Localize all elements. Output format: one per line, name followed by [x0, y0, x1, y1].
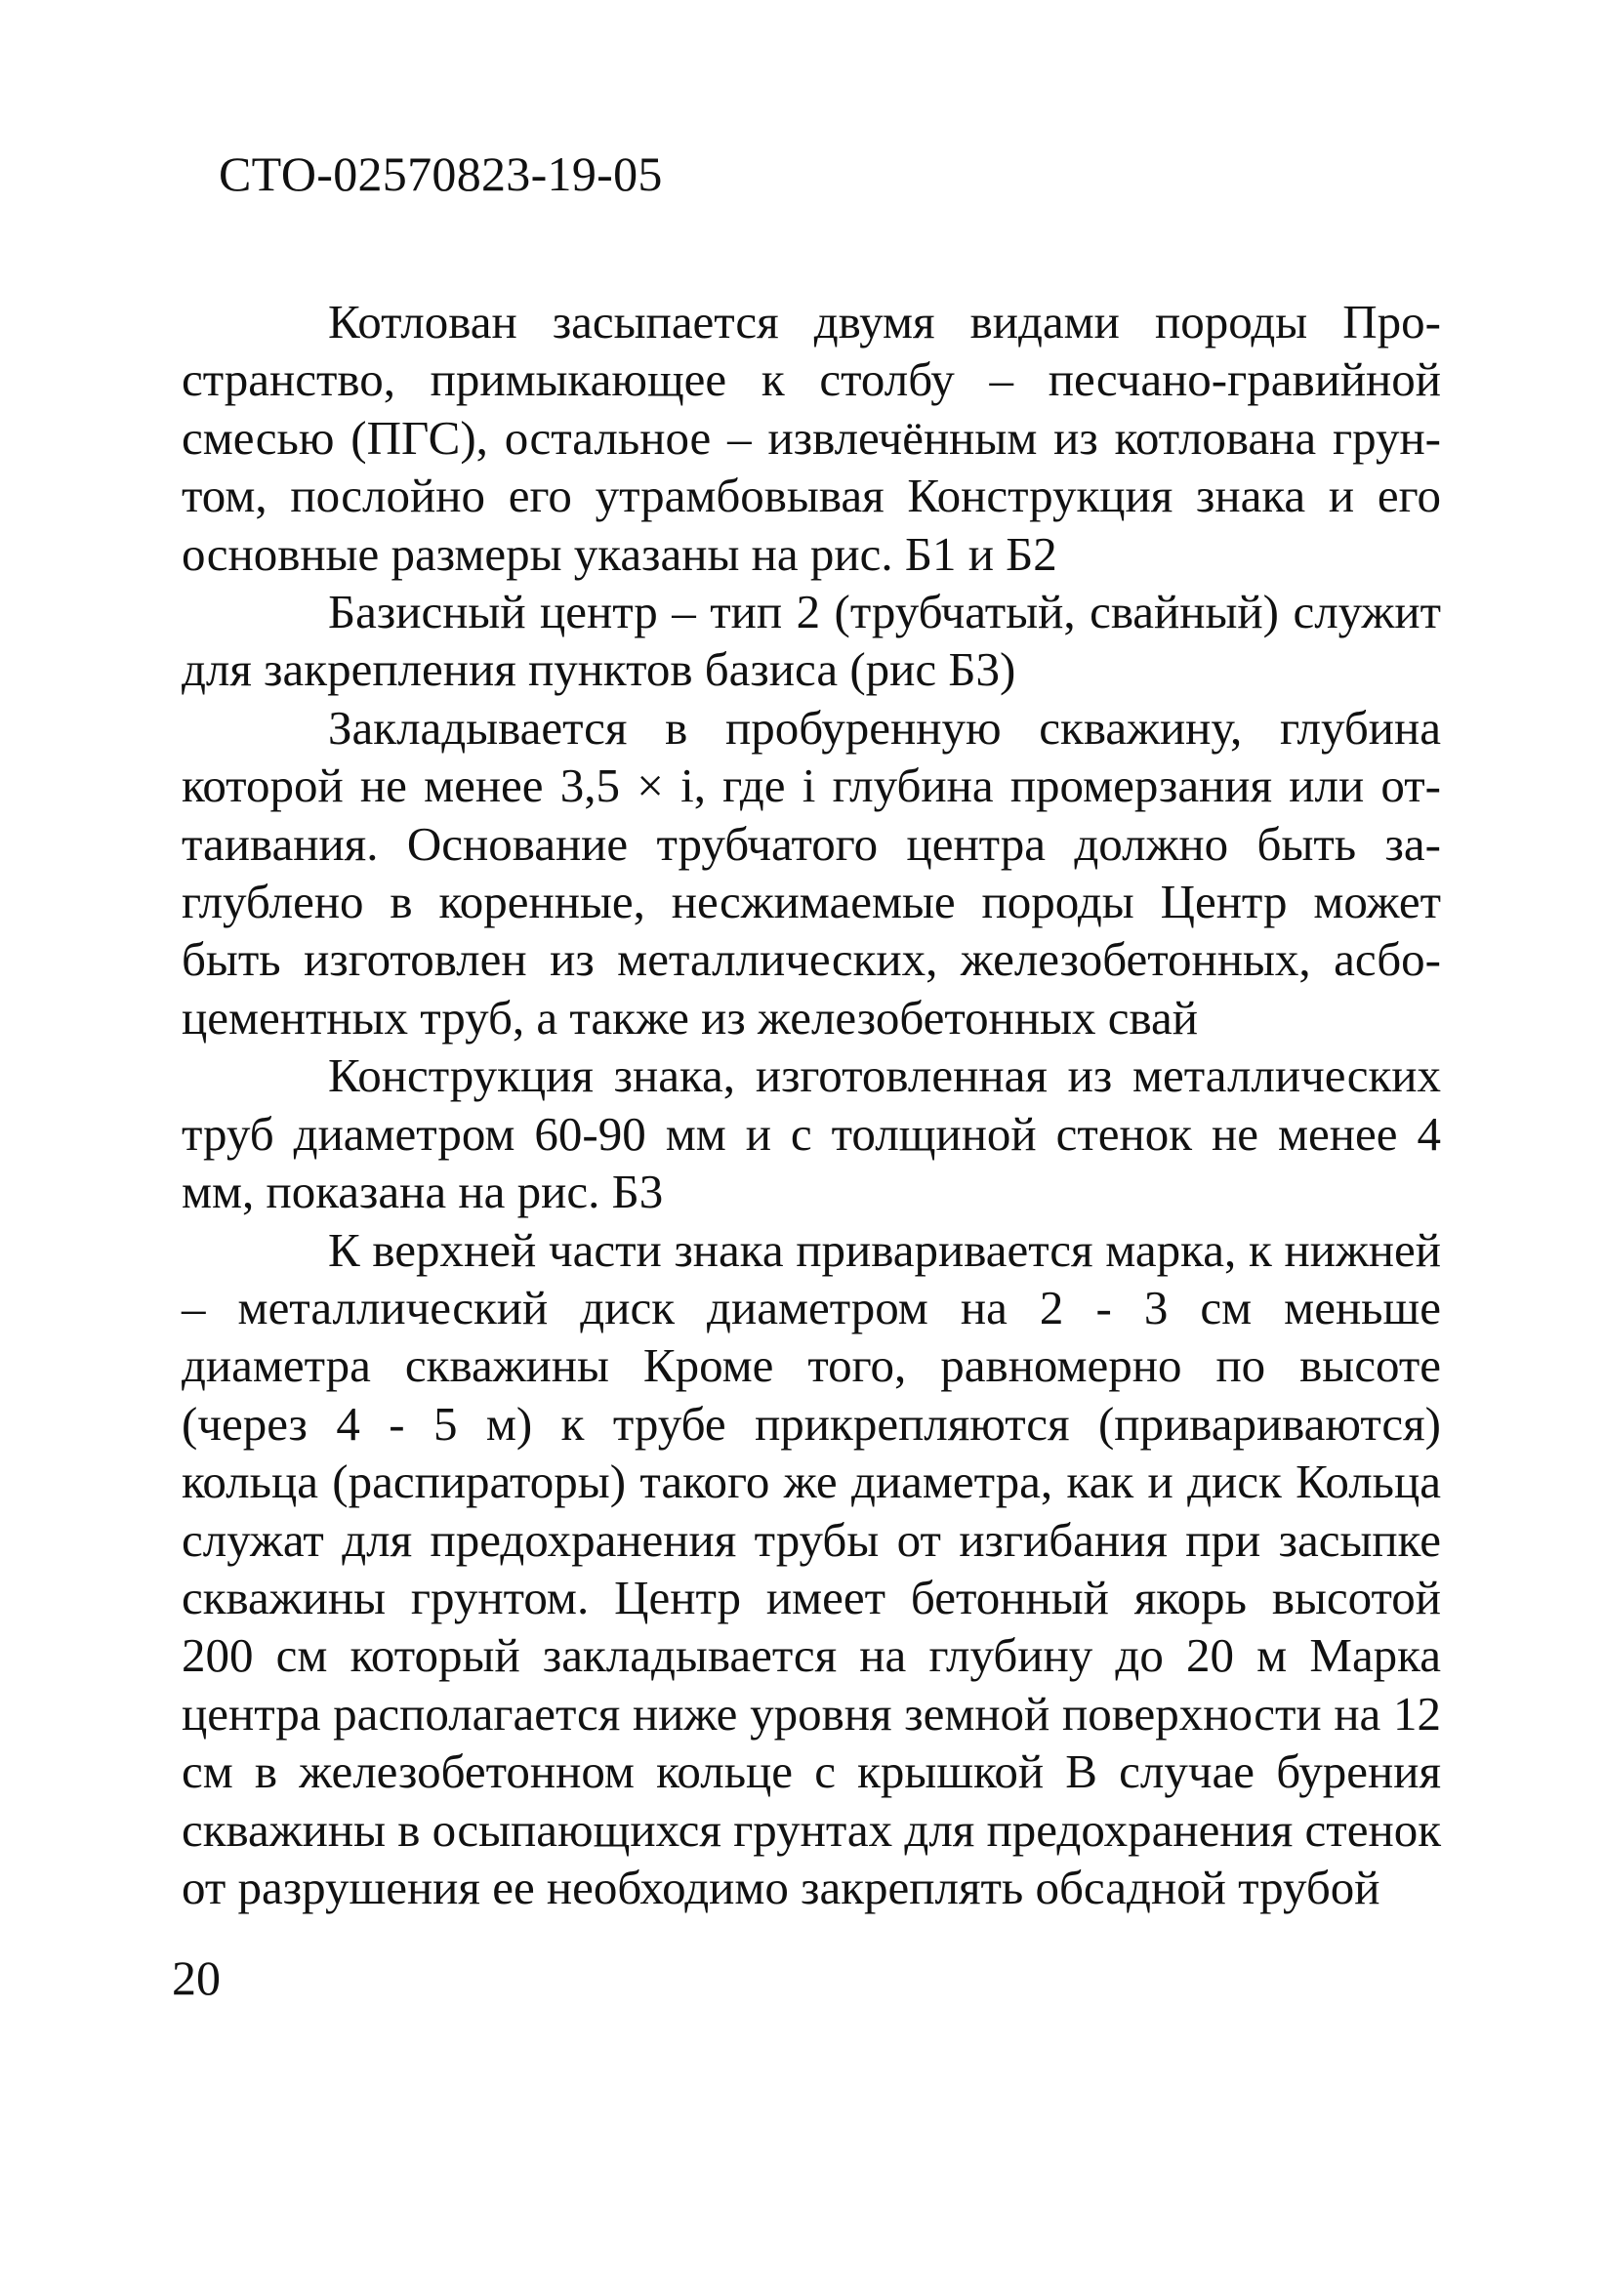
paragraph-mark-and-disk: К верхней части знака приваривается марка, к нижней – металлический диск диаметром на 2 - 3 см меньше диаметра скважины Кроме того, равномерно по высоте (через 4 - 5 м) к трубе прикрепляются (привариваются) кольца (распираторы) такого же диаметра, как и диск Кольца служат для предохранения трубы от изгибания при засыпке скважины грунтом. Центр имеет бетонный якорь высотой 200 см который закладывается на глубину до 20 м Марка центра располагается ниже уровня земной поверхности на 12 см в железобетонном кольце с крышкой В случае бурения скважины в осыпающихся грунтах для предохранения стенок от разрушения ее необходимо закреплять обсадной трубой [182, 1222, 1441, 1914]
paragraph-borehole: Закладывается в пробуренную скважину, глубина которой не менее 3,5 × i, где i глубина промерзания или оттаивания. Основание трубчатого центра должно быть заглублено в коренные, несжимаемые породы Центр может быть изготовлен из металлических, железобетонных, асбоцементных труб, а также из железобетонных свай [182, 700, 1441, 1045]
page-number: 20 [172, 1950, 221, 2005]
paragraph-pit-backfill: Котлован засыпается двумя видами породы Пространство, примыкающее к столбу – песчано-гравийной смесью (ПГС), остальное – извлечённым из котлована грунтом, послойно его утрамбовывая Конструкция знака и его основные размеры указаны на рис. Б1 и Б2 [182, 295, 1441, 581]
document-code: СТО-02570823-19-05 [219, 146, 663, 201]
paragraph-construction: Конструкция знака, изготовленная из металлических труб диаметром 60-90 мм и с толщиной стенок не менее 4 мм, показана на рис. Б3 [182, 1048, 1441, 1219]
paragraph-base-center: Базисный центр – тип 2 (трубчатый, свайный) служит для закрепления пунктов базиса (рис Б3) [182, 585, 1441, 697]
body-text [182, 293, 1441, 1916]
